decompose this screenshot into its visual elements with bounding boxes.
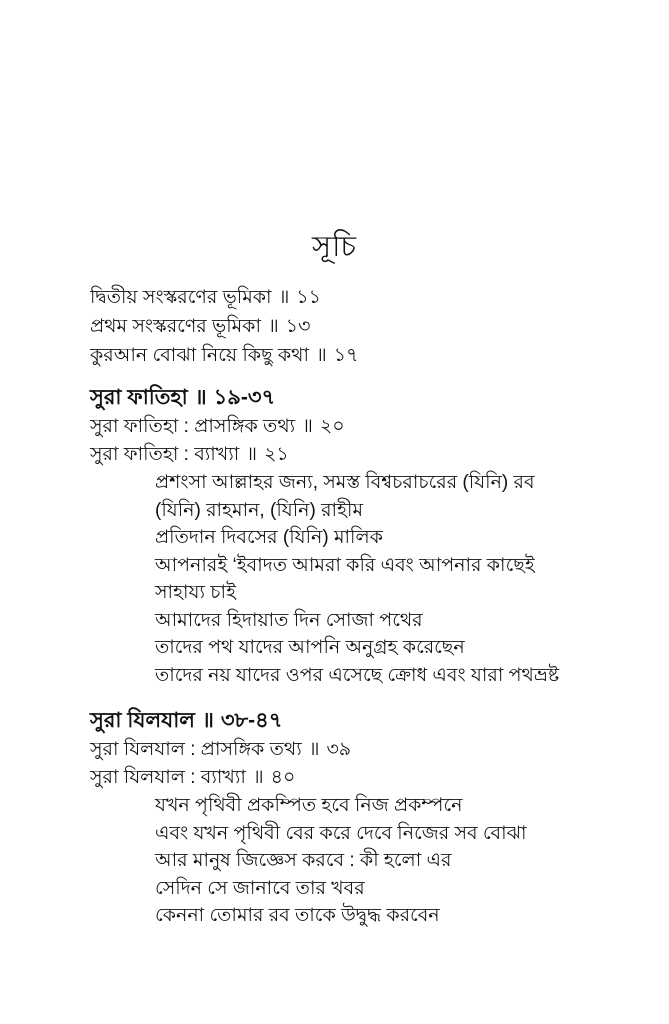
entry-separator: ॥ <box>302 416 313 437</box>
entry-page-number: ২০ <box>319 416 345 437</box>
toc-entry <box>90 764 629 792</box>
entry-label: কুরআন বোঝা নিয়ে কিছু কথা <box>90 345 309 366</box>
verse-line: তাদের নয় যাদের ওপর এসেছে ক্রোধ এবং যারা পথভ্রষ্ট <box>155 664 560 686</box>
verse-line: প্রশংসা আল্লাহর জন্য, সমস্ত বিশ্বচরাচরের (যিনি) রব <box>155 472 535 493</box>
section-title: সুরা যিলযাল <box>90 709 195 732</box>
section-page-range: ৩৮-৪৭ <box>220 709 283 732</box>
entry-page-number: ১১ <box>296 287 321 308</box>
entry-separator: ॥ <box>308 739 320 760</box>
entry-page-number: ২১ <box>264 444 289 465</box>
section-heading <box>90 383 629 413</box>
toc-entry <box>90 441 629 469</box>
verse-line: আমাদের হিদায়াত দিন সোজা পথের <box>155 609 423 631</box>
entry-separator: ॥ <box>201 709 214 732</box>
entry-label: সুরা ফাতিহা : ব্যাখ্যা <box>90 444 240 465</box>
verse-line: আর মানুষ জিজ্ঞেস করবে : কী হলো এর <box>155 850 452 871</box>
toc-entry <box>90 283 629 312</box>
entry-separator: ॥ <box>278 287 290 308</box>
entry-page-number: ৩৯ <box>326 739 352 760</box>
entry-page-number: ১৩ <box>285 316 311 337</box>
entry-label: প্রথম সংস্করণের ভূমিকা <box>90 316 261 337</box>
verse-line: তাদের পথ যাদের আপনি অনুগ্রহ করেছেন <box>155 637 465 658</box>
verse-line: যখন পৃথিবী প্রকম্পিত হবে নিজ প্রকম্পনে <box>155 795 463 816</box>
verse-line: প্রতিদান দিবসের (যিনি) মালিক <box>155 527 383 548</box>
toc-entry <box>90 736 629 764</box>
entry-page-number: ১৭ <box>333 345 359 366</box>
toc-entry <box>90 341 629 370</box>
verse-list <box>155 469 629 689</box>
verse-list <box>155 792 629 930</box>
entry-separator: ॥ <box>267 316 279 337</box>
entry-label: দ্বিতীয় সংস্করণের ভূমিকা <box>90 287 272 308</box>
entry-label: সুরা যিলযাল : প্রাসঙ্গিক তথ্য <box>90 739 302 760</box>
front-matter-list <box>90 283 629 370</box>
verse-line: এবং যখন পৃথিবী বের করে দেবে নিজের সব বোঝা <box>155 822 527 844</box>
section-sura-zilzal <box>90 706 629 930</box>
section-sura-fatiha <box>90 383 629 689</box>
verse-line: আপনারই ‘ইবাদত আমরা করি এবং আপনার কাছেই <box>155 554 535 576</box>
page-title: সূচি <box>311 231 358 263</box>
verse-line: সাহায্য চাই <box>155 582 236 603</box>
verse-line: (যিনি) রাহমান, (যিনি) রাহীম <box>155 499 364 521</box>
toc-entry <box>90 312 629 341</box>
entry-separator: ॥ <box>252 767 264 788</box>
section-page-range: ১৯-৩৭ <box>213 386 276 409</box>
entry-page-number: ৪০ <box>270 767 296 788</box>
entry-label: সুরা ফাতিহা : প্রাসঙ্গিক তথ্য <box>90 416 296 437</box>
toc-content <box>90 283 629 930</box>
verse-line: কেননা তোমার রব তাকে উদ্বুদ্ধ করবেন <box>155 905 440 926</box>
entry-separator: ॥ <box>194 386 207 409</box>
entry-separator: ॥ <box>316 345 327 366</box>
section-title: সুরা ফাতিহা <box>90 386 188 409</box>
verse-line: সেদিন সে জানাবে তার খবর <box>155 877 365 899</box>
entry-separator: ॥ <box>246 444 258 465</box>
toc-entry <box>90 413 629 441</box>
entry-label: সুরা যিলযাল : ব্যাখ্যা <box>90 767 246 788</box>
section-heading <box>90 706 629 736</box>
